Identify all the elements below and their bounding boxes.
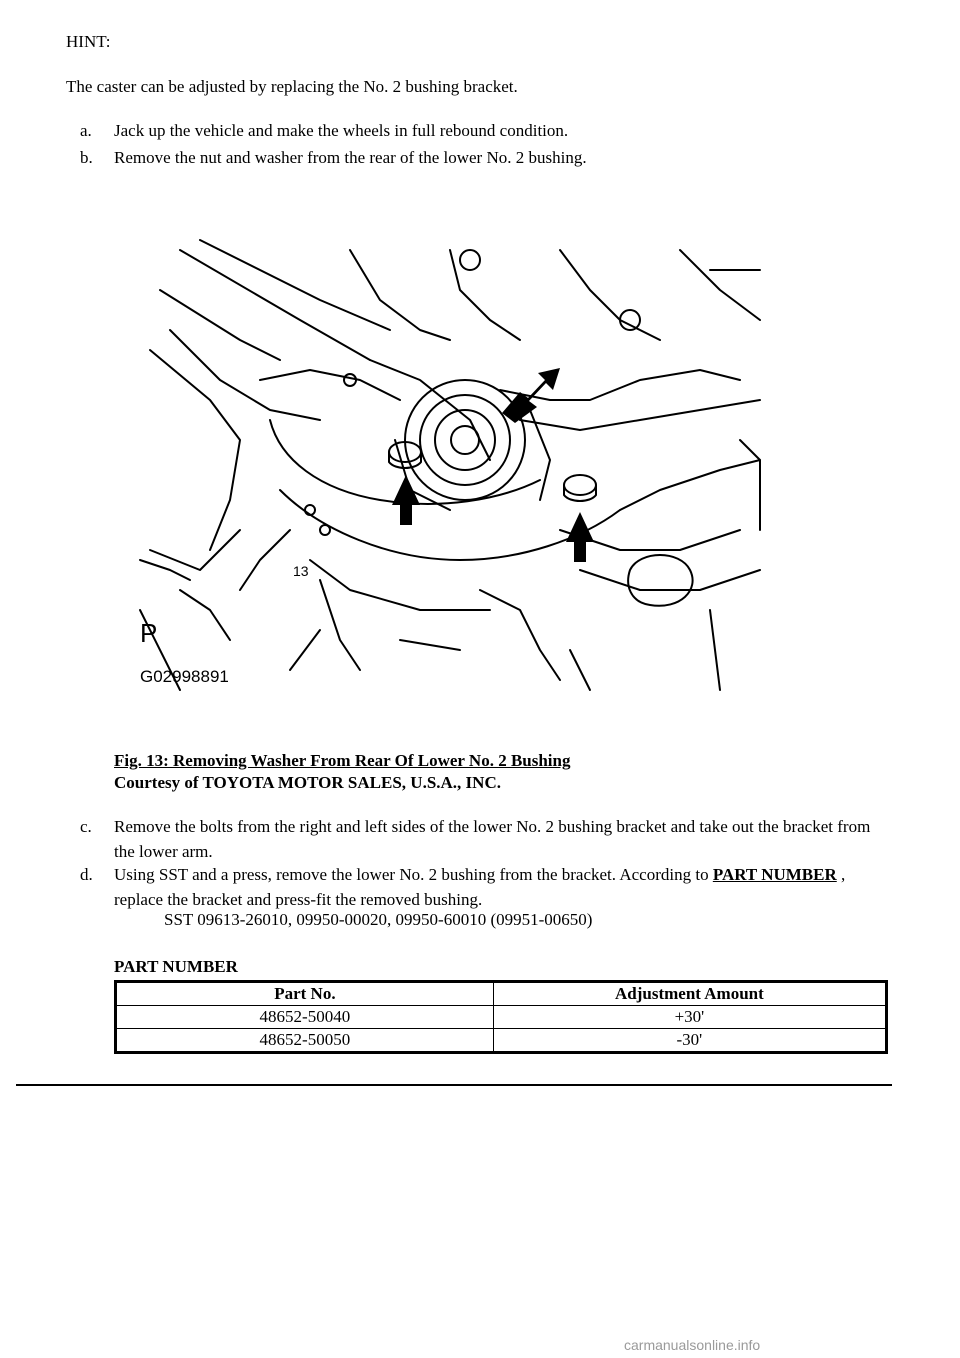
figure-code: G02998891 [140,667,229,686]
table-cell: -30' [493,1029,886,1053]
part-number-title: PART NUMBER [114,957,238,976]
caption-title: Fig. 13: Removing Washer From Rear Of Lower No. 2 Bushing [114,751,571,770]
part-number-link[interactable]: PART NUMBER [712,865,837,884]
suspension-figure [120,230,780,700]
step-text [114,862,884,912]
table-row [116,1029,887,1053]
figure-corner-label: P [140,618,158,648]
step-marker: d. [80,865,93,884]
step-text: Jack up the vehicle and make the wheels in full rebound condition. [114,121,569,140]
table-row [116,1006,887,1029]
table-cell: +30' [493,1006,886,1029]
column-header: Adjustment Amount [493,982,886,1006]
part-number-table [114,980,888,1054]
hint-label: HINT: [66,32,111,51]
step-marker: a. [80,121,92,140]
table-cell: 48652-50050 [116,1029,494,1053]
step-marker: c. [80,817,92,836]
table-header-row [116,982,887,1006]
page-divider [16,1084,892,1086]
step-text: Remove the bolts from the right and left sides of the lower No. 2 bushing bracket and take out the bracket from the lower arm. [114,817,871,861]
step-text: Remove the nut and washer from the rear of the lower No. 2 bushing. [114,148,587,167]
watermark: carmanualsonline.info [624,1337,761,1353]
step-marker: b. [80,148,93,167]
step-text-before: Using SST and a press, remove the lower No. 2 bushing from the bracket. According to [114,865,709,884]
intro-paragraph: The caster can be adjusted by replacing the No. 2 bushing bracket. [66,77,518,96]
callout-label: 13 [293,563,309,579]
step-text-after: , replace the bracket and press-fit the removed bushing. [114,865,846,909]
column-header: Part No. [116,982,494,1006]
table-cell: 48652-50040 [116,1006,494,1029]
sst-numbers: SST 09613-26010, 09950-00020, 09950-60010 (09951-00650) [164,910,593,929]
caption-courtesy: Courtesy of TOYOTA MOTOR SALES, U.S.A., INC. [114,773,501,792]
figure-caption [114,750,571,794]
